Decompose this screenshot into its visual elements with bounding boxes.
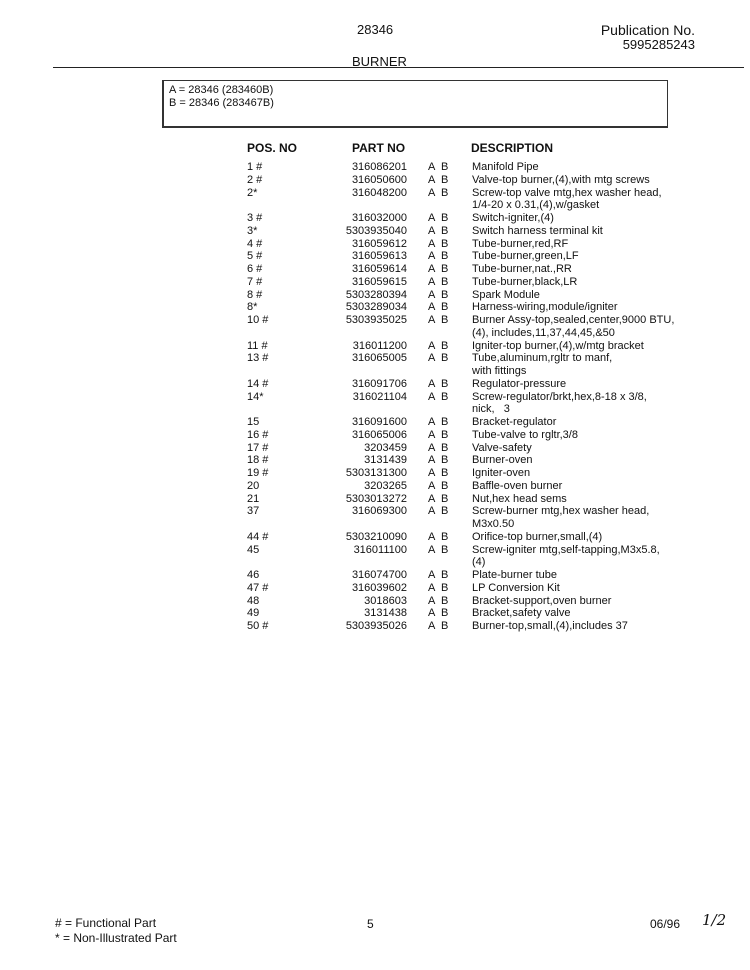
model-b-cell: B [441, 454, 449, 467]
model-b-cell: B [441, 263, 449, 275]
publication-label: Publication No. [600, 22, 695, 38]
part-no-cell: 316050600 [351, 173, 407, 186]
model-b-cell: B [441, 428, 449, 441]
model-b-cell: B [441, 620, 449, 632]
pos-cell: 5 # [247, 250, 263, 263]
legend-non-illustrated: * = Non-Illustrated Part [55, 931, 177, 945]
model-a-cell: A [428, 186, 436, 199]
pos-cell: 18 # [247, 454, 269, 467]
model-a-cell: A [428, 250, 436, 263]
description-cell: Burner-oven [472, 454, 533, 467]
model-b-cell: B [441, 250, 449, 263]
pos-cell: 13 # [247, 352, 269, 365]
model-b-cell: B [441, 352, 449, 365]
handwritten-mark: 1/2 [702, 911, 727, 929]
pos-cell: 8* [247, 301, 258, 314]
part-no-cell: 316091600 [351, 416, 407, 428]
section-title: BURNER [352, 54, 407, 69]
description-cell: Nut,hex head sems [472, 492, 567, 505]
model-a-cell: A [428, 377, 436, 390]
model-b-cell: B [441, 377, 449, 390]
description-cell: Tube-burner,nat.,RR [472, 263, 572, 275]
model-a-cell: A [428, 581, 436, 594]
description-cell: Baffle-oven burner [472, 479, 563, 492]
description-cell: Harness-wiring,module/igniter [472, 301, 618, 314]
model-b-cell: B [441, 581, 449, 594]
description-cell: Tube-burner,black,LR [472, 275, 578, 288]
part-no-cell: 316069300 [351, 505, 407, 518]
model-b-cell: B [441, 288, 449, 301]
model-a-cell: A [428, 237, 436, 250]
revision-date: 06/96 [650, 917, 681, 931]
page-number: 5 [367, 917, 374, 931]
model-b-cell: B [441, 237, 449, 250]
model-a-cell: A [428, 173, 436, 186]
pos-cell: 2* [247, 186, 258, 199]
part-no-cell: 5303935040 [345, 224, 407, 237]
part-no-cell: 5303280394 [345, 288, 407, 301]
model-a-cell: A [428, 275, 436, 288]
pos-cell: 14* [247, 390, 264, 403]
part-no-cell: 316011200 [352, 339, 407, 352]
description-cell: Screw-burner mtg,hex washer head, M3x0.50 [472, 505, 650, 530]
pos-cell: 7 # [247, 275, 263, 288]
model-b-cell: B [441, 314, 449, 326]
part-no-cell: 5303935025 [345, 314, 407, 326]
description-cell: Screw-top valve mtg,hex washer head, 1/4-20 x 0.31,(4),w/gasket [472, 186, 662, 212]
publication-number: 5995285243 [622, 37, 695, 52]
model-a-cell: A [428, 441, 436, 454]
pos-cell: 11 # [247, 339, 268, 352]
part-no-cell: 5303013272 [345, 492, 407, 505]
model-a-cell: A [428, 594, 436, 607]
pos-cell: 4 # [247, 237, 263, 250]
pos-cell: 6 # [247, 263, 263, 275]
description-cell: Bracket-regulator [472, 416, 557, 428]
description-cell: Valve-top burner,(4),with mtg screws [472, 173, 650, 186]
model-b-cell: B [441, 607, 449, 620]
part-no-cell: 316039602 [351, 581, 407, 594]
model-a-cell: A [428, 314, 436, 326]
part-no-cell: 316059612 [351, 237, 407, 250]
model-a-cell: A [428, 492, 436, 505]
model-a-cell: A [428, 543, 436, 556]
part-no-cell: 316059614 [351, 263, 407, 275]
header-rule [53, 67, 744, 68]
pos-cell: 48 [247, 594, 260, 607]
model-b-cell: B [441, 594, 449, 607]
description-cell: Igniter-oven [472, 467, 531, 479]
part-no-cell: 5303289034 [345, 301, 407, 314]
part-no-cell: 316059613 [351, 250, 407, 263]
description-cell: Tube-valve to rgltr,3/8 [472, 428, 578, 441]
model-a-cell: A [428, 479, 436, 492]
part-no-cell: 3018603 [364, 594, 407, 607]
model-b-cell: B [441, 275, 449, 288]
pos-cell: 45 [247, 543, 260, 556]
description-cell: Igniter-top burner,(4),w/mtg bracket [472, 339, 644, 352]
model-b-cell: B [441, 339, 449, 352]
part-no-cell: 316021104 [352, 390, 407, 403]
description-cell: Burner Assy-top,sealed,center,9000 BTU, (4), includes,11,37,44,45,&50 [472, 314, 675, 339]
model-a-cell: A [428, 467, 436, 479]
column-header-description: DESCRIPTION [471, 141, 554, 155]
model-a-cell: A [428, 224, 436, 237]
model-b-cell: B [441, 186, 449, 199]
description-cell: Burner-top,small,(4),includes 37 [472, 620, 628, 632]
description-cell: Switch harness terminal kit [472, 224, 603, 237]
description-cell: Bracket-support,oven burner [472, 594, 612, 607]
description-cell: LP Conversion Kit [472, 581, 560, 594]
pos-cell: 8 # [247, 288, 263, 301]
pos-cell: 50 # [247, 620, 269, 632]
model-a-cell: A [428, 416, 436, 428]
model-b-cell: B [441, 212, 449, 224]
pos-cell: 44 # [247, 530, 269, 543]
part-no-cell: 316074700 [351, 569, 407, 581]
description-cell: Screw-igniter mtg,self-tapping,M3x5.8, (4) [472, 543, 660, 569]
model-a-cell: A [428, 301, 436, 314]
model-a-cell: A [428, 428, 436, 441]
pos-cell: 17 # [247, 441, 269, 454]
pos-cell: 15 [247, 416, 260, 428]
model-a-cell: A [428, 454, 436, 467]
model-a-cell: A [428, 288, 436, 301]
pos-cell: 3* [247, 224, 258, 237]
description-cell: Tube,aluminum,rgltr to manf, with fittings [472, 352, 613, 377]
model-a-cell: A [428, 339, 436, 352]
pos-cell: 20 [247, 479, 260, 492]
variant-legend-box [162, 80, 668, 128]
part-no-cell: 316065006 [351, 428, 407, 441]
part-no-cell: 316091706 [351, 377, 407, 390]
description-cell: Valve-safety [472, 441, 532, 454]
model-b-cell: B [441, 173, 449, 186]
model-a-cell: A [428, 607, 436, 620]
description-cell: Orifice-top burner,small,(4) [472, 530, 603, 543]
part-no-cell: 3131438 [364, 607, 407, 620]
part-no-cell: 5303935026 [345, 620, 407, 632]
description-cell: Tube-burner,green,LF [472, 250, 579, 263]
description-cell: Screw-regulator/brkt,hex,8-18 x 3/8, nick, 3 [472, 390, 647, 416]
description-cell: Spark Module [472, 288, 540, 301]
model-b-cell: B [441, 569, 449, 581]
model-b-cell: B [441, 467, 449, 479]
pos-cell: 19 # [247, 467, 269, 479]
part-no-cell: 316011100 [353, 543, 407, 556]
part-no-cell: 316032000 [351, 212, 407, 224]
pos-cell: 16 # [247, 428, 269, 441]
pos-cell: 21 [247, 492, 260, 505]
model-a-cell: A [428, 505, 436, 518]
model-b-cell: B [441, 492, 449, 505]
model-b-cell: B [441, 416, 449, 428]
description-cell: Regulator-pressure [472, 377, 567, 390]
part-no-cell: 3131439 [364, 454, 407, 467]
description-cell: Plate-burner tube [472, 569, 557, 581]
model-b-cell: B [441, 441, 449, 454]
description-cell: Bracket,safety valve [472, 607, 571, 620]
part-no-cell: 3203459 [364, 441, 407, 454]
description-cell: Manifold Pipe [472, 161, 539, 173]
model-b-cell: B [441, 543, 449, 556]
column-header-part: PART NO [352, 141, 406, 155]
model-a-cell: A [428, 212, 436, 224]
variant-b: B = 28346 (283467B) [169, 97, 274, 109]
model-a-cell: A [428, 620, 436, 632]
column-header-pos: POS. NO [247, 141, 298, 155]
part-no-cell: 316086201 [351, 161, 407, 173]
description-cell: Tube-burner,red,RF [472, 237, 569, 250]
model-a-cell: A [428, 569, 436, 581]
part-no-cell: 5303131300 [345, 467, 407, 479]
pos-cell: 46 [247, 569, 260, 581]
part-no-cell: 316059615 [351, 275, 407, 288]
legend-functional: # = Functional Part [55, 916, 157, 930]
pos-cell: 2 # [247, 173, 263, 186]
part-no-cell: 5303210090 [345, 530, 407, 543]
model-b-cell: B [441, 161, 449, 173]
variant-a: A = 28346 (283460B) [169, 84, 274, 96]
pos-cell: 14 # [247, 377, 269, 390]
model-a-cell: A [428, 530, 436, 543]
pos-cell: 49 [247, 607, 260, 620]
model-b-cell: B [441, 479, 449, 492]
description-cell: Switch-igniter,(4) [472, 212, 554, 224]
model-b-cell: B [441, 301, 449, 314]
model-b-cell: B [441, 530, 449, 543]
model-number: 28346 [357, 22, 394, 37]
model-a-cell: A [428, 352, 436, 365]
model-a-cell: A [428, 390, 436, 403]
pos-cell: 10 # [247, 314, 269, 326]
part-no-cell: 316065005 [351, 352, 407, 365]
model-b-cell: B [441, 505, 449, 518]
pos-cell: 3 # [247, 212, 263, 224]
model-b-cell: B [441, 390, 449, 403]
pos-cell: 37 [247, 505, 260, 518]
model-b-cell: B [441, 224, 449, 237]
part-no-cell: 316048200 [351, 186, 407, 199]
pos-cell: 47 # [247, 581, 269, 594]
pos-cell: 1 # [247, 161, 263, 173]
model-a-cell: A [428, 263, 436, 275]
part-no-cell: 3203265 [364, 479, 407, 492]
model-a-cell: A [428, 161, 436, 173]
